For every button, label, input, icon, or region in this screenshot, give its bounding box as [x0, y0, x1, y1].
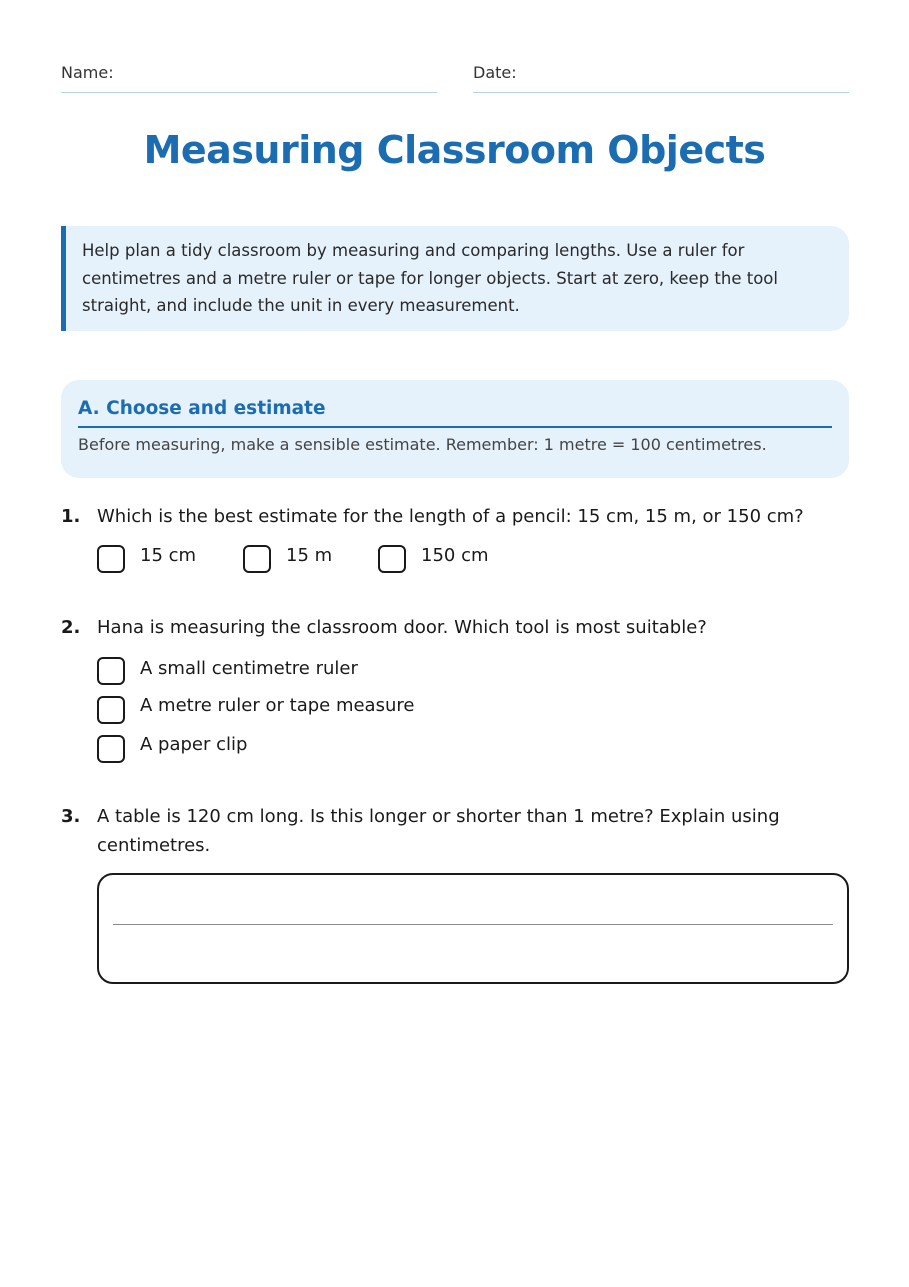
checkbox-metre-ruler[interactable]	[97, 696, 125, 724]
answer-box[interactable]	[97, 873, 849, 984]
checkbox-150-cm[interactable]	[378, 545, 406, 573]
question-text: Which is the best estimate for the length of a pencil: 15 cm, 15 m, or 150 cm?	[97, 506, 804, 527]
date-field[interactable]	[473, 60, 849, 93]
option-label: 15 m	[286, 545, 333, 566]
answer-line	[113, 924, 833, 925]
checkbox-15-cm[interactable]	[97, 545, 125, 573]
section-a-title: A. Choose and estimate	[78, 398, 832, 428]
option-label: A metre ruler or tape measure	[140, 695, 415, 716]
section-a-description: Before measuring, make a sensible estimate. Remember: 1 metre = 100 centimetres.	[78, 435, 767, 454]
checkbox-small-ruler[interactable]	[97, 657, 125, 685]
option-label: 150 cm	[421, 545, 489, 566]
name-label: Name:	[61, 63, 114, 82]
option-label: A small centimetre ruler	[140, 658, 358, 679]
question-3	[61, 802, 849, 862]
question-number: 2.	[61, 617, 81, 638]
date-label: Date:	[473, 63, 517, 82]
question-number: 3.	[61, 806, 81, 827]
intro-text: Help plan a tidy classroom by measuring and comparing lengths. Use a ruler for centimetres and a metre ruler or tape for longer objects. Start at zero, keep the tool straight, and include the unit in every measurement.	[82, 241, 778, 315]
intro-panel	[61, 226, 849, 331]
option-label: 15 cm	[140, 545, 197, 566]
question-text: Hana is measuring the classroom door. Which tool is most suitable?	[97, 617, 707, 638]
name-field[interactable]	[61, 60, 437, 93]
checkbox-15-m[interactable]	[243, 545, 271, 573]
question-number: 1.	[61, 506, 81, 527]
option-label: A paper clip	[140, 734, 248, 755]
section-a-panel	[61, 380, 849, 478]
checkbox-paper-clip[interactable]	[97, 735, 125, 763]
question-text: A table is 120 cm long. Is this longer or shorter than 1 metre? Explain using centimetres.	[97, 806, 780, 856]
page-title: Measuring Classroom Objects	[143, 128, 766, 172]
